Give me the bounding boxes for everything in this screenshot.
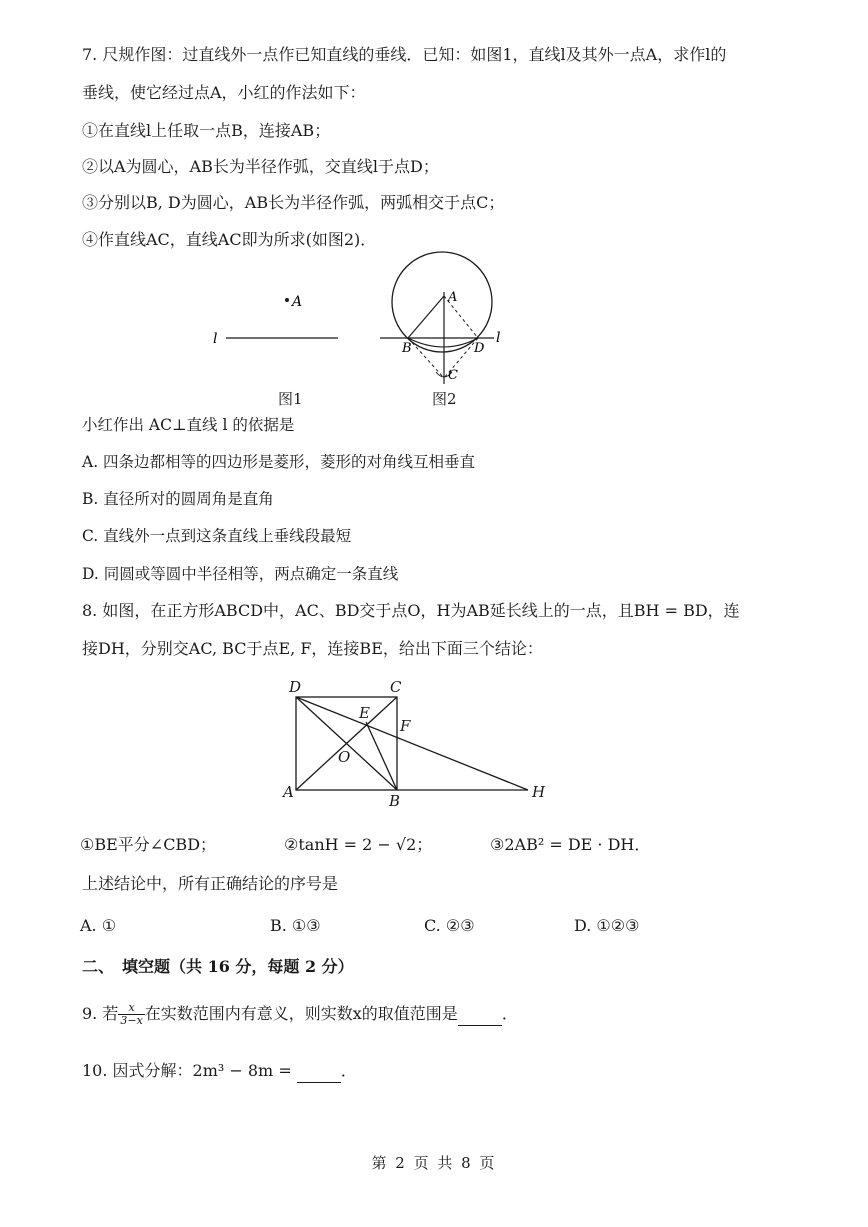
- q10-text: 10. 因式分解：2m³ − 8m =: [82, 1061, 297, 1080]
- q8-label-e: E: [359, 704, 370, 722]
- q8-choice-d: D. ①②③: [574, 916, 640, 935]
- q9-answer-blank[interactable]: [458, 1003, 502, 1026]
- q9-frac-denominator: 3−x: [120, 1014, 143, 1027]
- q8-label-d: D: [289, 678, 302, 696]
- q7-step2: ②以A为圆心，AB长为半径作弧，交直线l于点D；: [82, 157, 439, 176]
- q8-label-o: O: [338, 748, 351, 766]
- q9-end: ．: [501, 1004, 518, 1023]
- section-2-heading: 二、 填空题（共 16 分，每题 2 分）: [82, 957, 354, 976]
- figure-2: [380, 252, 500, 384]
- q7-line1: 7. 尺规作图：过直线外一点作已知直线的垂线．已知：如图1，直线l及其外一点A，求作l的: [82, 45, 727, 64]
- q9-prefix: 9. 若: [82, 1004, 119, 1023]
- q7-step1: ①在直线l上任取一点B，连接AB；: [82, 121, 331, 140]
- q8-conclusion-3: ③2AB² = DE · DH．: [490, 835, 651, 854]
- q7-option-c: C. 直线外一点到这条直线上垂线段最短: [82, 527, 352, 545]
- q7-option-a: A. 四条边都相等的四边形是菱形，菱形的对角线互相垂直: [82, 453, 476, 471]
- q8-line-be: [366, 722, 397, 790]
- q8-choice-a: A. ①: [80, 916, 117, 935]
- q10-line: [82, 1060, 357, 1083]
- q8-label-b: B: [389, 792, 401, 810]
- fig1-label-l: l: [213, 331, 218, 347]
- q10-end: ．: [340, 1061, 357, 1080]
- fig2-dashed-bc: [408, 338, 444, 378]
- q7-line2: 垂线，使它经过点A，小红的作法如下：: [82, 83, 366, 102]
- q10-answer-blank[interactable]: [297, 1060, 341, 1083]
- q7-figures: [0, 250, 868, 410]
- q8-label-c: C: [390, 678, 402, 696]
- q8-label-a: A: [283, 783, 294, 801]
- q8-question: 上述结论中，所有正确结论的序号是: [82, 874, 339, 893]
- fig2-caption: 图2: [432, 390, 457, 408]
- fig2-label-a: A: [448, 290, 458, 305]
- q9-line: [82, 1002, 518, 1027]
- q7-step4: ④作直线AC，直线AC即为所求(如图2)．: [82, 230, 377, 249]
- fig2-label-b: B: [402, 341, 412, 356]
- q8-line2: 接DH，分别交AC, BC于点E, F，连接BE，给出下面三个结论：: [82, 639, 543, 658]
- q7-question: 小红作出 AC⊥直线 l 的依据是: [82, 416, 295, 434]
- fig2-label-l: l: [496, 330, 501, 346]
- q8-label-h: H: [532, 783, 546, 801]
- fig2-circle: [392, 252, 492, 352]
- q8-conclusion-2: ②tanH = 2 − √2；: [284, 835, 433, 854]
- q8-line1: 8. 如图，在正方形ABCD中，AC、BD交于点O，H为AB延长线上的一点，且BH = BD，连: [82, 601, 740, 620]
- q8-figure: [0, 670, 868, 810]
- fig1-point-a: [285, 298, 289, 302]
- fig1-label-a: A: [292, 294, 303, 310]
- page-footer: 第 2 页 共 8 页: [371, 1154, 497, 1172]
- q7-option-d: D. 同圆或等圆中半径相等，两点确定一条直线: [82, 565, 399, 583]
- fig2-label-d: D: [474, 341, 485, 356]
- figure-1: [213, 294, 338, 347]
- q9-frac-numerator: x: [118, 1002, 144, 1015]
- q8-line-dh: [296, 697, 528, 790]
- fig2-segment-ab: [408, 296, 444, 338]
- q7-step3: ③分别以B, D为圆心，AB长为半径作弧，两弧相交于点C；: [82, 193, 505, 212]
- fig1-caption: 图1: [278, 390, 303, 408]
- q8-label-f: F: [400, 717, 411, 735]
- q9-fraction: [118, 1002, 144, 1027]
- q8-choice-c: C. ②③: [424, 916, 475, 935]
- q7-option-b: B. 直径所对的圆周角是直角: [82, 490, 274, 508]
- q9-suffix: 在实数范围内有意义，则实数x的取值范围是: [144, 1004, 458, 1023]
- fig2-label-c: C: [448, 368, 458, 383]
- q8-choice-b: B. ①③: [270, 916, 321, 935]
- q8-conclusion-1: ①BE平分∠CBD；: [80, 835, 217, 854]
